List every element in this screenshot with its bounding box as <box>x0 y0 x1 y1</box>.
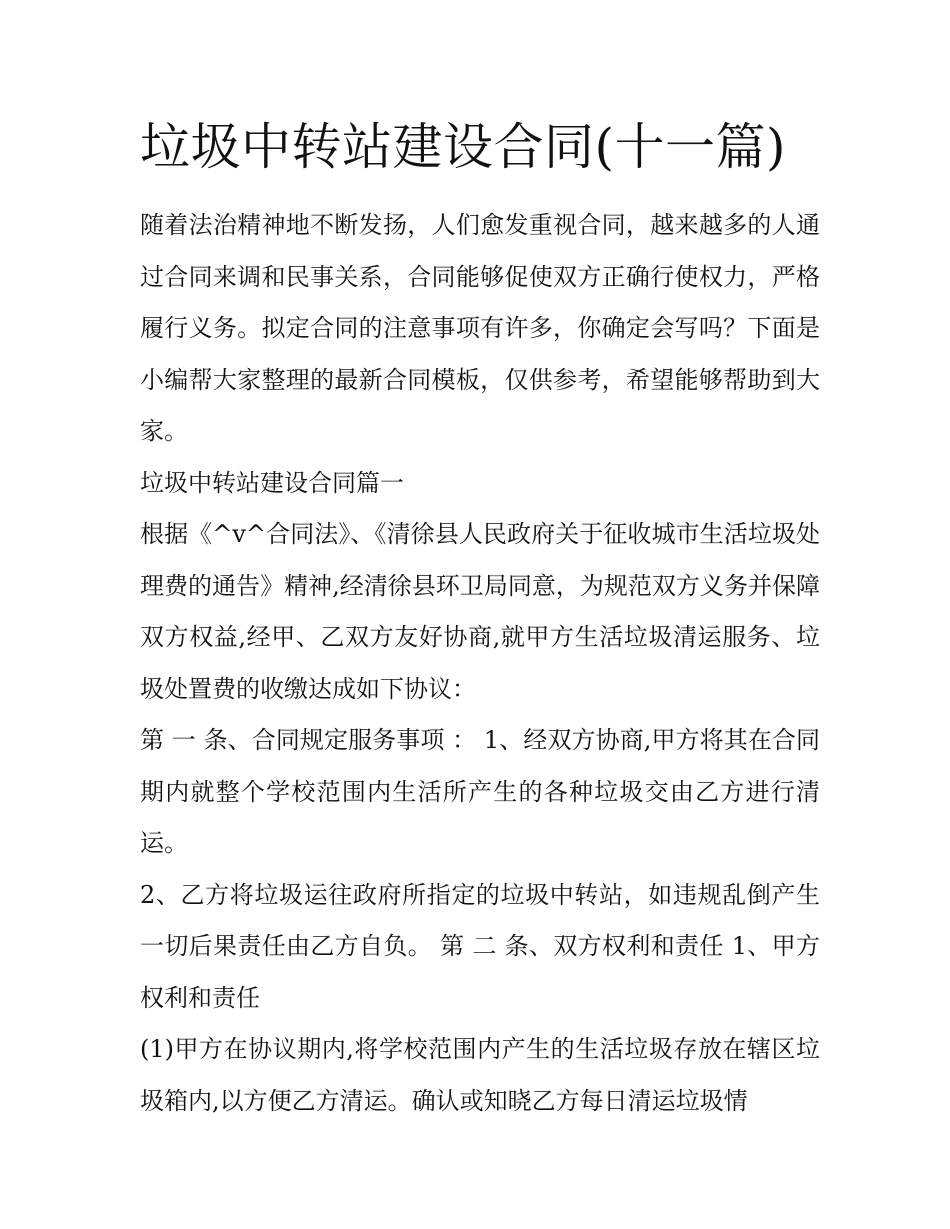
paragraph-article-1: 第 一 条、合同规定服务事项 ： 1、经双方协商,甲方将其在合同期内就整个学校范围内生活所产生的各种垃圾交由乙方进行清运。 <box>140 726 820 857</box>
paragraph-party-a-duties: (1)甲方在协议期内,将学校范围内产生的生活垃圾存放在辖区垃圾箱内,以方便乙方清运。确认或知晓乙方每日清运垃圾情 <box>140 1035 820 1115</box>
document-title: 垃圾中转站建设合同(十一篇) <box>140 118 787 176</box>
paragraph-intro: 随着法治精神地不断发扬，人们愈发重视合同，越来越多的人通过合同来调和民事关系，合同能够促使双方正确行使权力，严格履行义务。拟定合同的注意事项有许多，你确定会写吗？下面是小编帮大家整理的最新合同模板，仅供参考，希望能够帮助到大家。 <box>140 211 820 445</box>
document-page <box>140 110 820 1127</box>
section-heading-1: 垃圾中转站建设合同篇一 <box>140 468 404 497</box>
paragraph-article-1-item-2: 2、乙方将垃圾运往政府所指定的垃圾中转站，如违规乱倒产生一切后果责任由乙方自负。 第 二 条、双方权利和责任 1、甲方权利和责任 <box>140 880 820 1012</box>
paragraph-basis: 根据《^v^合同法》、《清徐县人民政府关于征收城市生活垃圾处理费的通告》精神,经清徐县环卫局同意，为规范双方义务并保障双方权益,经甲、乙双方友好协商,就甲方生活垃圾清运服务、垃圾处置费的收缴达成如下协议： <box>140 520 820 703</box>
